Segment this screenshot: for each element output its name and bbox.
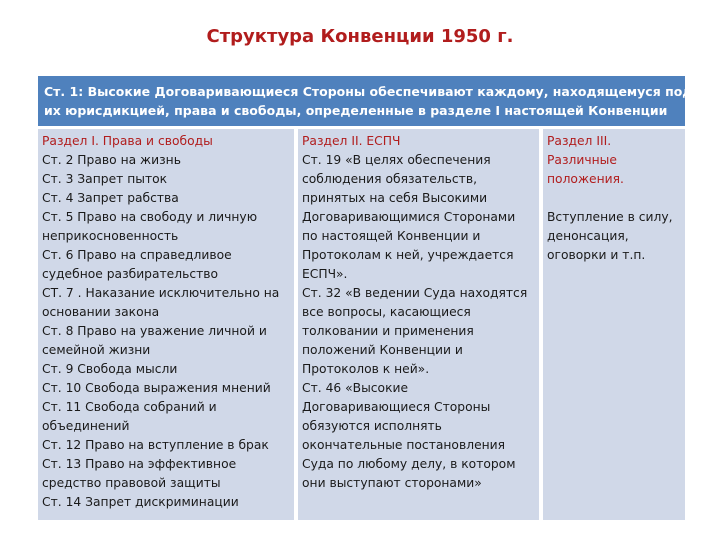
article-line: СТ. 7 . Наказание исключительно на [42, 286, 280, 300]
article-line: толковании и применения [302, 324, 474, 338]
article-line: окончательные постановления [302, 438, 506, 452]
article-line: Ст. 5 Право на свободу и личную [42, 210, 258, 224]
article-line: Договаривающимися Сторонами [302, 210, 516, 224]
spacer [547, 189, 681, 208]
article-line: Ст. 19 «В целях обеспечения [302, 153, 491, 167]
section-3-heading: положения. [547, 172, 624, 186]
article-line: основании закона [42, 305, 160, 319]
provision-line: денонсация, [547, 229, 629, 243]
article-line: объединений [42, 419, 130, 433]
article-line: положений Конвенции и [302, 343, 463, 357]
article-line: Ст. 10 Свобода выражения мнений [42, 381, 271, 395]
article-line: Ст. 32 «В ведении Суда находятся [302, 286, 528, 300]
header-line: Ст. 1: Высокие Договаривающиеся Стороны обеспечивают каждому, находящемуся под [44, 84, 693, 99]
article-line: Договаривающиеся Стороны [302, 400, 491, 414]
article-line: Суда по любому делу, в котором [302, 457, 516, 471]
section-3-heading: Различные [547, 153, 617, 167]
article-line: неприкосновенность [42, 229, 179, 243]
convention-structure-table [38, 76, 693, 520]
slide-title: Структура Конвенции 1950 г. [206, 26, 514, 47]
article-line: по настоящей Конвенции и [302, 229, 481, 243]
article-line: судебное разбирательство [42, 267, 219, 281]
section-2-heading: Раздел II. ЕСПЧ [302, 134, 401, 148]
article-line: Ст. 8 Право на уважение личной и [42, 324, 267, 338]
article-line: Ст. 11 Свобода собраний и [42, 400, 217, 414]
article-line: Ст. 46 «Высокие [302, 381, 409, 395]
article-line: семейной жизни [42, 343, 151, 357]
section-3-heading: Раздел III. [547, 134, 612, 148]
article-line: ЕСПЧ». [302, 267, 348, 281]
article-line: Ст. 13 Право на эффективное [42, 457, 237, 471]
section-1-column [38, 129, 294, 520]
article-line: Ст. 2 Право на жизнь [42, 153, 181, 167]
provision-line: Вступление в силу, [547, 210, 673, 224]
article-line: Ст. 4 Запрет рабства [42, 191, 179, 205]
article-line: Ст. 12 Право на вступление в брак [42, 438, 269, 452]
section-1-heading: Раздел I. Права и свободы [42, 134, 213, 148]
article-line: Протоколов к ней». [302, 362, 430, 376]
provision-line: оговорки и т.п. [547, 248, 646, 262]
section-2-column [298, 129, 539, 520]
article-line: Ст. 9 Свобода мысли [42, 362, 178, 376]
section-3-column [543, 129, 685, 520]
article-line: принятых на себя Высокими [302, 191, 488, 205]
article-line: Ст. 6 Право на справедливое [42, 248, 232, 262]
article-line: средство правовой защиты [42, 476, 221, 490]
article-line: все вопросы, касающиеся [302, 305, 471, 319]
article-1-header [38, 76, 693, 126]
article-line: Ст. 14 Запрет дискриминации [42, 495, 239, 509]
article-line: соблюдения обязательств, [302, 172, 477, 186]
article-line: они выступают сторонами» [302, 476, 482, 490]
article-line: обязуются исполнять [302, 419, 442, 433]
header-line: их юрисдикцией, права и свободы, определенные в разделе I настоящей Конвенции [44, 103, 668, 118]
article-line: Ст. 3 Запрет пыток [42, 172, 168, 186]
article-line: Протоколам к ней, учреждается [302, 248, 514, 262]
